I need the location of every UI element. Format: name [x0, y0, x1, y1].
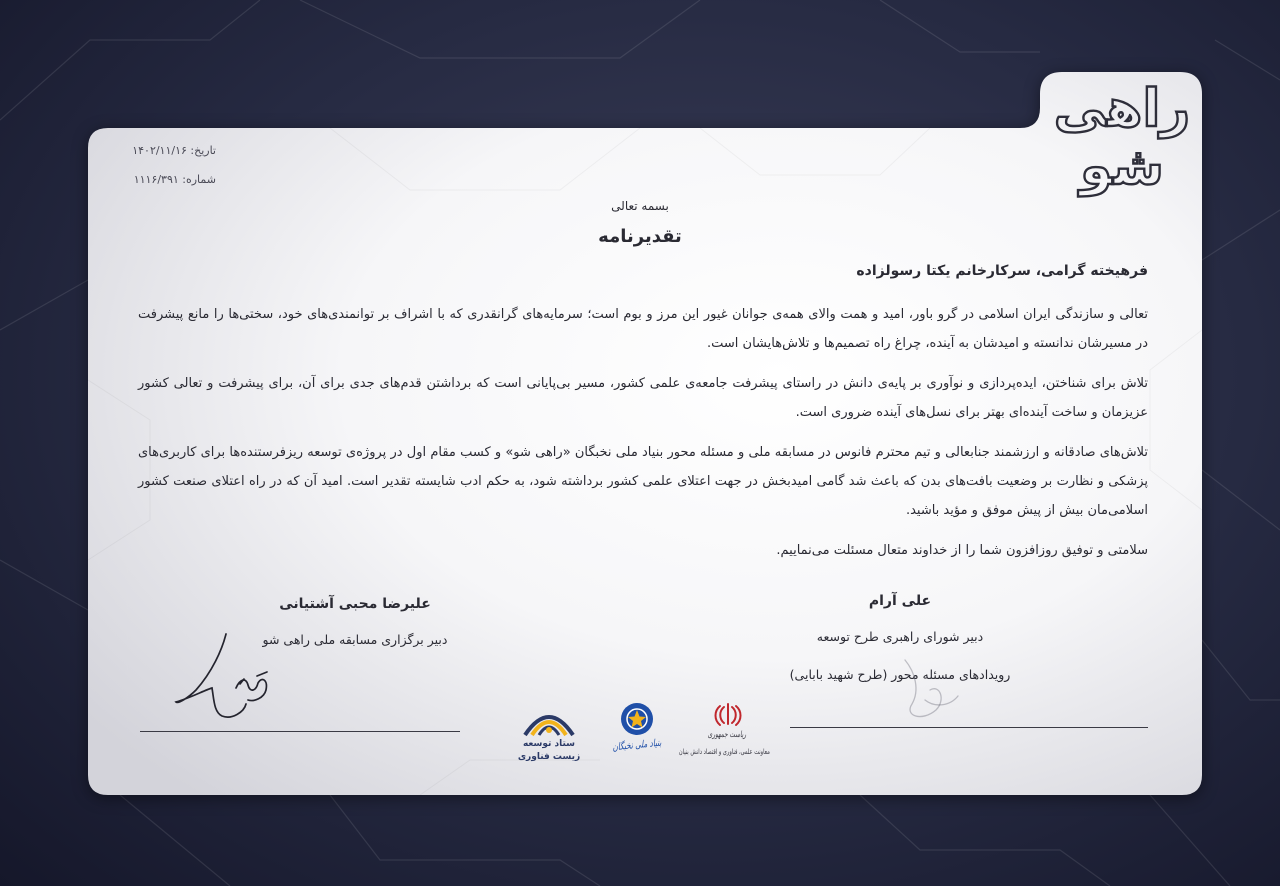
- signatory-right-role-line1: دبیر شورای راهبری طرح توسعه: [816, 629, 984, 644]
- rahi-sho-logo-line2: شو: [1080, 137, 1164, 197]
- signatory-left-role-line1: دبیر برگزاری مسابقه ملی راهی شو: [262, 632, 448, 647]
- left-signature-rule: [140, 731, 460, 732]
- signatory-right-role-line2: رویدادهای مسئله محور (طرح شهید بابایی): [789, 667, 1011, 682]
- body-paragraph-1: تعالی و سازندگی ایران اسلامی در گرو باور، امید و همت والای همه‌ی جوانان غیور این مرز و بوم است؛ سرمایه‌های گرانقدری که با اشراف بر توانمندی‌های خود، سختی‌ها را مانع پیشرفت در مسیرشان ندانسته و امیدشان به آینده، چراغ راه تصمیم‌ها و تلاش‌هایشان است.: [138, 307, 1148, 351]
- biotech-logo-line2: زیست فناوری: [517, 752, 581, 762]
- letter-date: تاریخ: ۱۴۰۲/۱۱/۱۶: [132, 144, 216, 157]
- body-paragraph-3: تلاش‌های صادقانه و ارزشمند جنابعالی و تیم محترم فانوس در مسابقه ملی و مسئله محور بنیاد ملی نخبگان «راهی شو» و کسب مقام اول در پروژه‌ی توسعه ریزفرستنده‌ها برای کاربری‌های پزشکی و نظارت بر وضعیت بافت‌های بدن که باعث شد گامی امیدبخش در جهت اعتلای علمی کشور برداشته شود، به حکم ادب شایسته تقدیر است. امید آن که در راه اعتلای صنعت کشور اسلامی‌مان بیش از پیش موفق و مؤید باشید.: [138, 445, 1148, 518]
- letter-number: شماره: ۱۱۱۶/۳۹۱: [133, 173, 216, 186]
- signatory-right-name: علی آرام: [868, 593, 932, 609]
- rahi-sho-logo-line1: راهی: [1053, 79, 1191, 139]
- presidency-logo-line1: ریاست جمهوری: [707, 730, 747, 740]
- elites-foundation-logo-text: بنیاد ملی نخبگان: [612, 737, 662, 754]
- left-handwritten-signature: [176, 634, 267, 717]
- right-signature-rule: [790, 727, 1148, 728]
- iran-emblem-icon: [713, 702, 743, 728]
- closing-line: سلامتی و توفیق روزافزون شما را از خداوند متعال مسئلت می‌نماییم.: [776, 543, 1148, 558]
- elites-foundation-emblem-icon: [619, 700, 655, 738]
- biotech-logo-line1: ستاد توسعه: [522, 739, 576, 749]
- biotech-arch-icon: [519, 703, 579, 739]
- signatory-left-name: علیرضا محبی آشتیانی: [279, 596, 431, 612]
- right-faint-signature: [905, 660, 958, 717]
- presidency-logo-line2: معاونت علمی، فناوری و اقتصاد دانش بنیان: [678, 747, 770, 756]
- body-paragraph-2: تلاش برای شناختن، ایده‌پردازی و نوآوری بر پایه‌ی دانش در راستای پیشرفت جامعه‌ی علمی کشور، مسیر بی‌پایانی است که برداشتن قدم‌های جدی برای آن، برای پیشرفت و تعالی کشور عزیزمان و ساخت آینده‌ای بهتر برای نسل‌های آینده ضروری است.: [138, 376, 1148, 420]
- salutation: فرهیخته گرامی، سرکارخانم یکتا رسولزاده: [856, 263, 1148, 279]
- certificate-title: تقدیرنامه: [598, 226, 682, 247]
- invocation: بسمه تعالی: [611, 199, 669, 213]
